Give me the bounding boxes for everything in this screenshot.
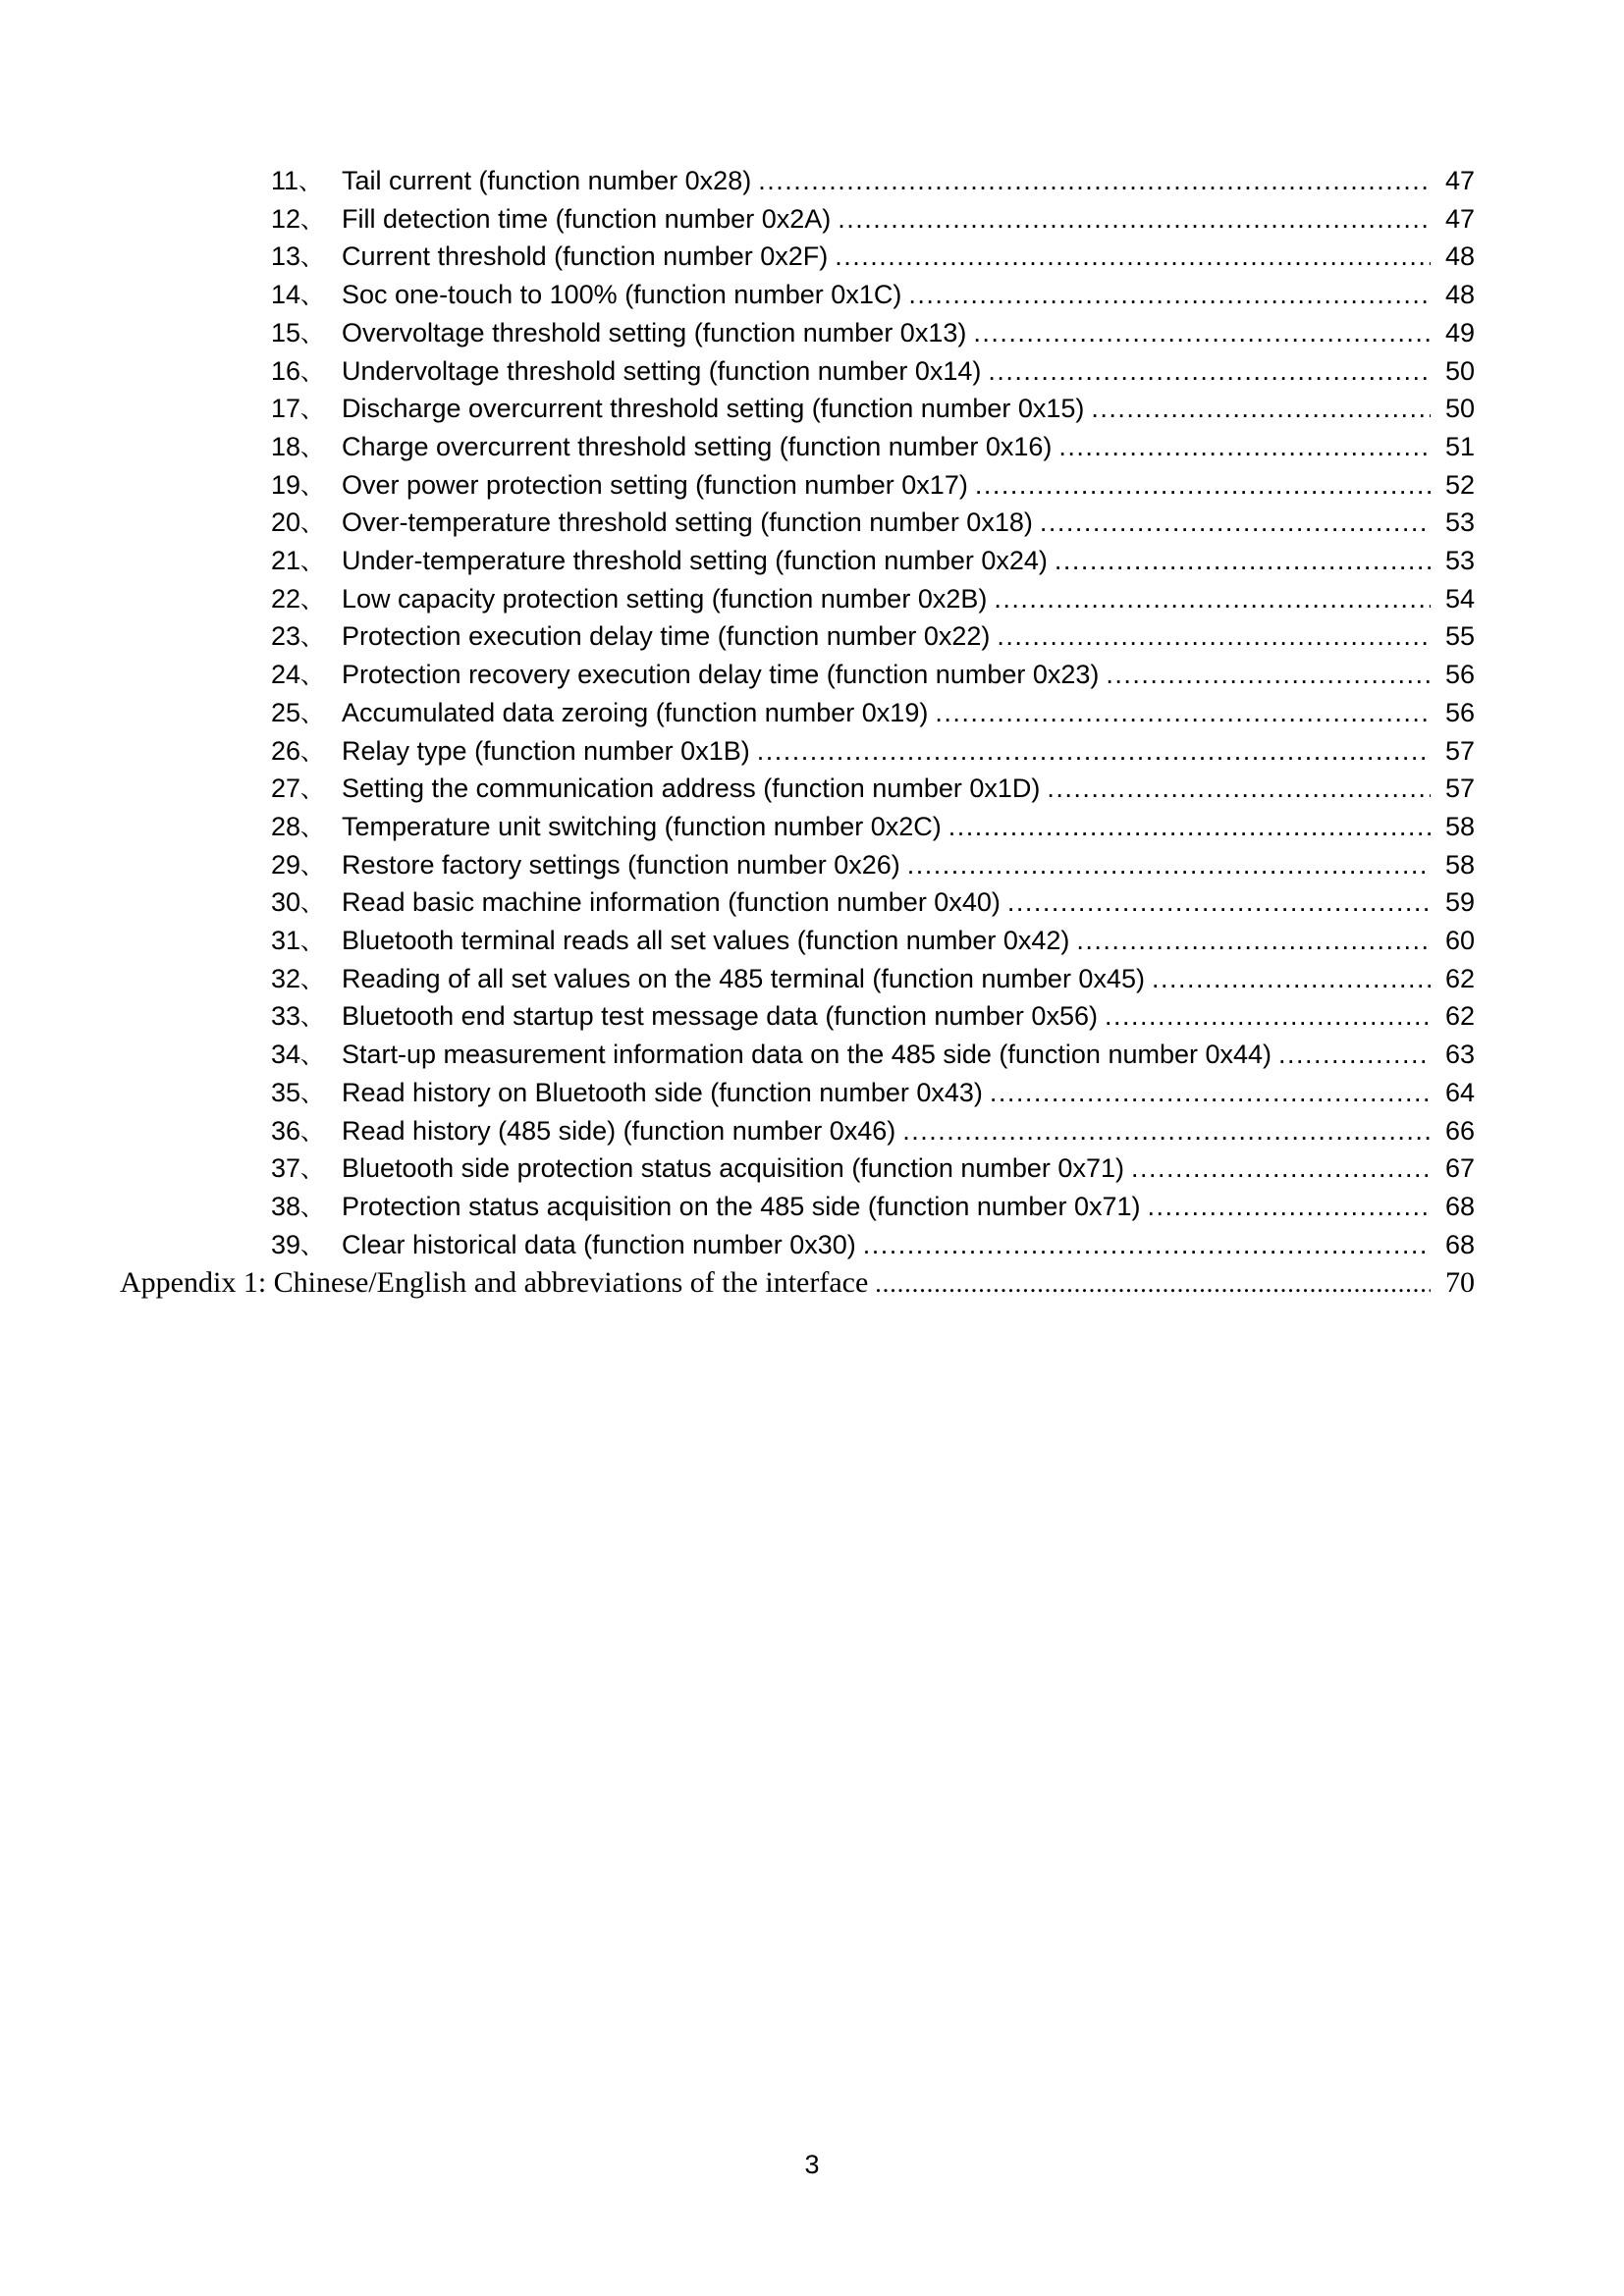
toc-entry-numwrap xyxy=(271,847,342,885)
toc-entry-page: 51 xyxy=(1444,431,1475,461)
toc-entry-separator: 、 xyxy=(300,1042,325,1070)
toc-entry-page: 54 xyxy=(1444,583,1475,614)
dotted-leader xyxy=(975,467,1431,505)
toc-entry-separator: 、 xyxy=(300,244,325,272)
toc-entry-title: Accumulated data zeroing (function number 0x19) xyxy=(342,697,929,727)
toc-entry-title: Over power protection setting (function number 0x17) xyxy=(342,469,968,500)
dotted-leader xyxy=(863,1227,1431,1264)
toc-entry-page: 58 xyxy=(1444,811,1475,841)
dotted-leader xyxy=(1152,961,1431,998)
toc-entry-numwrap xyxy=(271,1150,342,1189)
toc-entry-page: 57 xyxy=(1444,774,1475,804)
toc-entry-separator: 、 xyxy=(300,738,325,766)
toc-entry[interactable] xyxy=(120,429,1475,467)
dotted-leader xyxy=(988,353,1431,391)
toc-entry-separator: 、 xyxy=(300,890,325,918)
toc-entry-separator: 、 xyxy=(300,1080,325,1107)
toc-entry-page: 66 xyxy=(1444,1115,1475,1146)
toc-entry[interactable] xyxy=(120,1075,1475,1113)
toc-entry[interactable] xyxy=(120,353,1475,392)
toc-entry-numwrap xyxy=(271,353,342,392)
dotted-leader xyxy=(997,618,1431,656)
toc-entry-page: 68 xyxy=(1444,1229,1475,1259)
toc-entry-title: Tail current (function number 0x28) xyxy=(342,166,752,195)
toc-appendix-page: 70 xyxy=(1445,1266,1475,1300)
toc-entry-separator: 、 xyxy=(300,776,325,804)
toc-entry-numwrap xyxy=(271,277,342,315)
toc-entry-number: 12 xyxy=(271,203,301,234)
toc-entry-title: Protection recovery execution delay time (function number 0x23) xyxy=(342,660,1100,690)
toc-entry-number: 24 xyxy=(271,660,301,690)
toc-entry-page: 50 xyxy=(1444,355,1475,386)
toc-entry-numwrap xyxy=(271,163,342,201)
toc-entry-title: Protection execution delay time (function number 0x22) xyxy=(342,621,991,652)
toc-entry-page: 67 xyxy=(1444,1153,1475,1184)
toc-entry[interactable] xyxy=(120,695,1475,733)
toc-entry-page: 55 xyxy=(1444,621,1475,652)
toc-entry-numwrap xyxy=(271,998,342,1037)
toc-entry[interactable] xyxy=(120,733,1475,772)
toc-entry-page: 57 xyxy=(1444,735,1475,766)
toc-entry-number: 22 xyxy=(271,583,301,614)
dotted-leader xyxy=(948,809,1431,846)
toc-entry-title: Relay type (function number 0x1B) xyxy=(342,735,750,766)
dotted-leader xyxy=(973,315,1431,352)
dotted-leader xyxy=(1278,1037,1431,1074)
toc-entry-numwrap xyxy=(271,771,342,809)
toc-entry-title: Current threshold (function number 0x2F) xyxy=(342,241,829,272)
toc-entry-number: 19 xyxy=(271,469,301,500)
dotted-leader xyxy=(902,1113,1431,1150)
toc-entry-page: 47 xyxy=(1444,166,1475,195)
toc-entry[interactable] xyxy=(120,1150,1475,1189)
toc-entry-numwrap xyxy=(271,505,342,543)
toc-entry-number: 28 xyxy=(271,811,301,841)
toc-entry[interactable] xyxy=(120,847,1475,885)
dotted-leader xyxy=(1076,923,1431,960)
toc-entry-number: 11 xyxy=(271,166,299,195)
toc-entry[interactable] xyxy=(120,239,1475,277)
toc-entry-numwrap xyxy=(271,239,342,277)
toc-entry-numwrap xyxy=(271,923,342,961)
toc-entry-page: 56 xyxy=(1444,660,1475,690)
dotted-leader xyxy=(1055,543,1431,580)
toc-entry-number: 15 xyxy=(271,317,301,347)
toc-entry-title: Read basic machine information (function number 0x40) xyxy=(342,887,1001,918)
toc-entry[interactable] xyxy=(120,277,1475,315)
toc-entry-number: 30 xyxy=(271,887,301,918)
toc-entry-title: Undervoltage threshold setting (function number 0x14) xyxy=(342,355,982,386)
toc-entry-page: 63 xyxy=(1444,1040,1475,1070)
toc-entry-separator: 、 xyxy=(300,586,325,614)
toc-entry-page: 48 xyxy=(1444,241,1475,272)
toc-entry-numwrap xyxy=(271,884,342,923)
toc-entry[interactable] xyxy=(120,1037,1475,1075)
toc-entry-page: 49 xyxy=(1444,317,1475,347)
toc-entry-number: 35 xyxy=(271,1077,301,1107)
dotted-leader xyxy=(838,201,1431,239)
dotted-leader xyxy=(835,239,1431,276)
toc-entry-separator: 、 xyxy=(300,1156,325,1184)
toc-entry-numwrap xyxy=(271,695,342,733)
toc-entry-numwrap xyxy=(271,315,342,353)
dotted-leader xyxy=(1091,391,1431,428)
toc-appendix-entry[interactable] xyxy=(120,1264,1475,1303)
toc-entry-page: 48 xyxy=(1444,280,1475,310)
toc-entry[interactable] xyxy=(120,923,1475,961)
dotted-leader xyxy=(875,1264,1431,1303)
toc-entry[interactable] xyxy=(120,771,1475,809)
dotted-leader xyxy=(908,277,1431,314)
toc-entry-number: 37 xyxy=(271,1153,301,1184)
toc-entry[interactable] xyxy=(120,201,1475,240)
toc-entry-numwrap xyxy=(271,961,342,999)
toc-entry-separator: 、 xyxy=(300,283,325,310)
toc-entry-page: 50 xyxy=(1444,394,1475,424)
toc-entry[interactable] xyxy=(120,581,1475,619)
toc-entry-numwrap xyxy=(271,467,342,506)
toc-entry-number: 32 xyxy=(271,963,301,993)
toc-entry-separator: 、 xyxy=(298,169,323,195)
toc-entry-title: Bluetooth terminal reads all set values (function number 0x42) xyxy=(342,926,1070,956)
dotted-leader xyxy=(1047,771,1431,808)
toc-entry-numwrap xyxy=(271,657,342,695)
toc-entry-title: Bluetooth side protection status acquisition (function number 0x71) xyxy=(342,1153,1124,1184)
toc-entry-numwrap xyxy=(271,1113,342,1151)
toc-entry-title: Clear historical data (function number 0x30) xyxy=(342,1229,856,1259)
toc-entry-title: Bluetooth end startup test message data (function number 0x56) xyxy=(342,1001,1098,1032)
toc-entry-page: 47 xyxy=(1444,203,1475,234)
dotted-leader xyxy=(1105,998,1431,1036)
toc-entry-page: 60 xyxy=(1444,926,1475,956)
toc-entry-numwrap xyxy=(271,201,342,240)
dotted-leader xyxy=(1131,1150,1431,1188)
toc-entry-title: Over-temperature threshold setting (function number 0x18) xyxy=(342,507,1033,538)
toc-entry-numwrap xyxy=(271,1189,342,1227)
toc-entry-page: 58 xyxy=(1444,849,1475,880)
toc-entry-numwrap xyxy=(271,1227,342,1265)
toc-entry-separator: 、 xyxy=(300,1004,325,1032)
toc-entry[interactable] xyxy=(120,809,1475,847)
toc-entry-number: 27 xyxy=(271,774,301,804)
toc-appendix-title: Appendix 1: Chinese/English and abbreviations of the interface xyxy=(120,1266,869,1300)
toc-entry-number: 23 xyxy=(271,621,301,652)
toc-entry-page: 62 xyxy=(1444,1001,1475,1032)
toc-entry-separator: 、 xyxy=(300,966,325,993)
toc-entry-number: 18 xyxy=(271,431,301,461)
toc-entry-numwrap xyxy=(271,809,342,847)
toc-entry-separator: 、 xyxy=(300,929,325,956)
toc-entry-number: 21 xyxy=(271,546,301,576)
toc-entry-page: 62 xyxy=(1444,963,1475,993)
toc-entry[interactable] xyxy=(120,391,1475,429)
toc-entry-number: 25 xyxy=(271,697,301,727)
toc-entry-separator: 、 xyxy=(300,1194,325,1221)
toc-entry-numwrap xyxy=(271,581,342,619)
toc-entry-number: 33 xyxy=(271,1001,301,1032)
toc-entry-separator: 、 xyxy=(300,472,325,500)
dotted-leader xyxy=(994,581,1431,618)
toc-entry-numwrap xyxy=(271,543,342,581)
toc-entry-numwrap xyxy=(271,1037,342,1075)
toc-entry-title: Restore factory settings (function number 0x26) xyxy=(342,849,900,880)
toc-entry-separator: 、 xyxy=(300,434,325,461)
dotted-leader xyxy=(1058,429,1431,466)
dotted-leader xyxy=(990,1075,1431,1112)
toc-entry-title: Temperature unit switching (function number 0x2C) xyxy=(342,811,942,841)
toc-entry-title: Charge overcurrent threshold setting (function number 0x16) xyxy=(342,431,1053,461)
dotted-leader xyxy=(1106,657,1431,694)
toc-entry-separator: 、 xyxy=(300,397,325,424)
toc-entry[interactable] xyxy=(120,998,1475,1037)
toc-entry-title: Start-up measurement information data on the 485 side (function number 0x44) xyxy=(342,1040,1272,1070)
toc-entry-page: 52 xyxy=(1444,469,1475,500)
toc-entry-separator: 、 xyxy=(300,549,325,576)
page-footer xyxy=(0,2147,1624,2183)
toc-entry[interactable] xyxy=(120,163,1475,201)
toc-entry-separator: 、 xyxy=(300,206,325,234)
toc-entry-number: 38 xyxy=(271,1191,301,1221)
toc-entry-page: 53 xyxy=(1444,546,1475,576)
toc-entry-number: 14 xyxy=(271,280,301,310)
toc-entry-number: 29 xyxy=(271,849,301,880)
dotted-leader xyxy=(758,163,1431,200)
toc-entry-separator: 、 xyxy=(300,358,325,386)
toc-entry-separator: 、 xyxy=(300,852,325,880)
dotted-leader xyxy=(935,695,1431,732)
toc-entry-separator: 、 xyxy=(300,1118,325,1146)
toc-entry-title: Under-temperature threshold setting (function number 0x24) xyxy=(342,546,1048,576)
toc-entry-title: Reading of all set values on the 485 terminal (function number 0x45) xyxy=(342,963,1145,993)
toc-entry[interactable] xyxy=(120,1227,1475,1265)
dotted-leader xyxy=(757,733,1431,771)
toc-entry[interactable] xyxy=(120,1113,1475,1151)
toc-entry[interactable] xyxy=(120,961,1475,999)
dotted-leader xyxy=(1147,1189,1431,1226)
toc-entry-number: 36 xyxy=(271,1115,301,1146)
toc-entry-number: 39 xyxy=(271,1229,301,1259)
toc-entry-numwrap xyxy=(271,618,342,657)
toc-entry-title: Fill detection time (function number 0x2A) xyxy=(342,203,832,234)
toc-entry-number: 20 xyxy=(271,507,301,538)
toc-entry[interactable] xyxy=(120,467,1475,506)
toc-entry-title: Soc one-touch to 100% (function number 0x1C) xyxy=(342,280,902,310)
toc-entry-numwrap xyxy=(271,1075,342,1113)
toc-entry-number: 13 xyxy=(271,241,301,272)
toc-entry[interactable] xyxy=(120,1189,1475,1227)
toc-entry-separator: 、 xyxy=(300,624,325,652)
toc-entry-title: Protection status acquisition on the 485 side (function number 0x71) xyxy=(342,1191,1141,1221)
toc-entry-separator: 、 xyxy=(300,663,325,690)
toc-entry[interactable] xyxy=(120,505,1475,543)
toc-entry-page: 59 xyxy=(1444,887,1475,918)
toc-entry-separator: 、 xyxy=(300,510,325,538)
toc-entry-page: 53 xyxy=(1444,507,1475,538)
toc-entry[interactable] xyxy=(120,657,1475,695)
toc-list xyxy=(120,163,1475,1303)
toc-entry-numwrap xyxy=(271,429,342,467)
toc-entry-page: 56 xyxy=(1444,697,1475,727)
toc-entry-title: Low capacity protection setting (function number 0x2B) xyxy=(342,583,988,614)
toc-entry-number: 31 xyxy=(271,926,301,956)
toc-entry-number: 26 xyxy=(271,735,301,766)
toc-entry-number: 34 xyxy=(271,1040,301,1070)
toc-entry-title: Setting the communication address (function number 0x1D) xyxy=(342,774,1041,804)
toc-entry-numwrap xyxy=(271,391,342,429)
toc-entry[interactable] xyxy=(120,618,1475,657)
dotted-leader xyxy=(1007,884,1431,922)
toc-entry-title: Overvoltage threshold setting (function number 0x13) xyxy=(342,317,967,347)
toc-entry-separator: 、 xyxy=(300,700,325,727)
toc-entry-number: 17 xyxy=(271,394,301,424)
toc-entry-title: Discharge overcurrent threshold setting (function number 0x15) xyxy=(342,394,1085,424)
toc-entry-numwrap xyxy=(271,733,342,772)
toc-entry-separator: 、 xyxy=(300,814,325,841)
toc-entry-number: 16 xyxy=(271,355,301,386)
page-footer-number: 3 xyxy=(804,2150,820,2179)
dotted-leader xyxy=(1040,505,1431,542)
toc-entry-page: 68 xyxy=(1444,1191,1475,1221)
toc-entry[interactable] xyxy=(120,543,1475,581)
toc-entry-title: Read history (485 side) (function number 0x46) xyxy=(342,1115,896,1146)
toc-entry-separator: 、 xyxy=(300,320,325,347)
toc-entry-title: Read history on Bluetooth side (function number 0x43) xyxy=(342,1077,983,1107)
dotted-leader xyxy=(907,847,1431,884)
toc-entry[interactable] xyxy=(120,884,1475,923)
toc-entry-separator: 、 xyxy=(300,1232,325,1259)
toc-entry[interactable] xyxy=(120,315,1475,353)
toc-entry-page: 64 xyxy=(1444,1077,1475,1107)
